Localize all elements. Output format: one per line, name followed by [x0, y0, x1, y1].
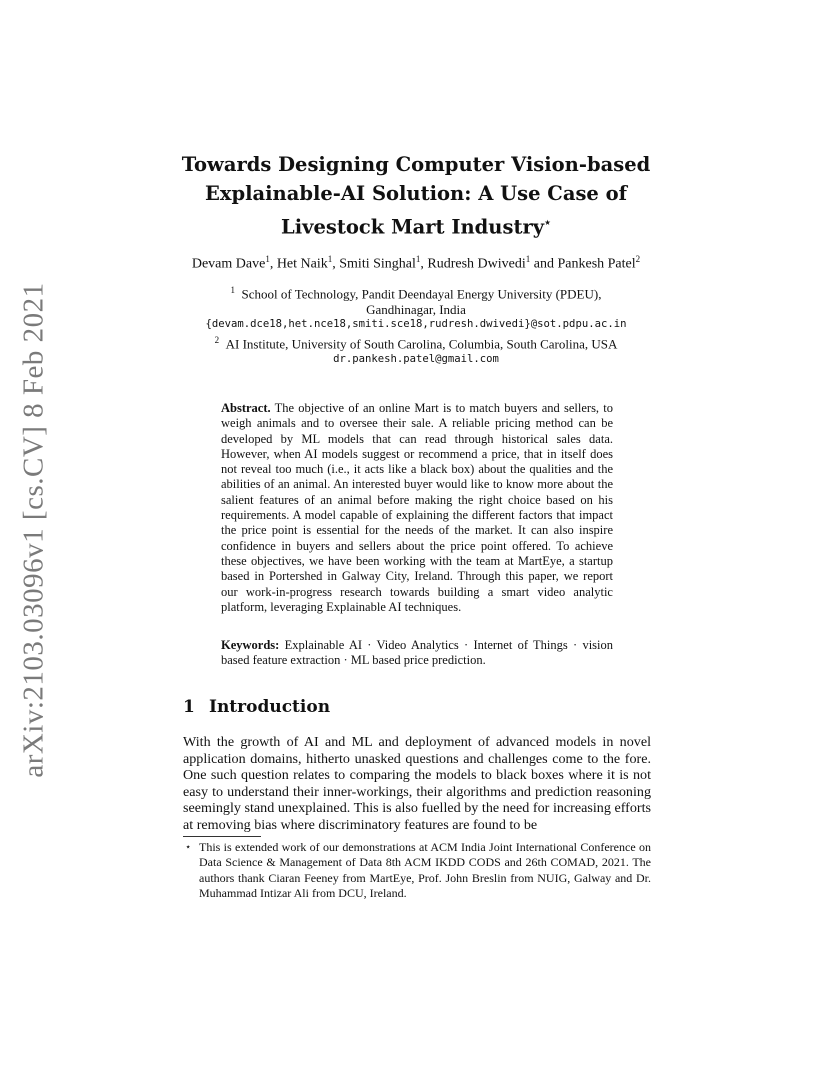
abstract [221, 401, 613, 615]
author-name: Smiti Singhal [339, 256, 416, 272]
keywords-label: Keywords: [221, 638, 280, 652]
title-line: Explainable-AI Solution: A Use Case of [204, 182, 628, 205]
abstract-label: Abstract. [221, 401, 271, 415]
footnote-rule [183, 836, 261, 837]
paper-title [140, 150, 692, 242]
footnote-mark: ⋆ [185, 842, 192, 853]
title-line: Towards Designing Computer Vision-based [181, 153, 651, 176]
author-name: Rudresh Dwivedi [427, 256, 526, 272]
footnote-text: This is extended work of our demonstrations at ACM India Joint International Conference on Data Science & Management of Data 8th ACM IKDD CODS and 26th COMAD, 2021. The authors thank Ciaran Feeney from MartEye, Prof. John Breslin from NUIG, Galway and Dr. Muhammad Intizar Ali from DCU, Ireland. [199, 840, 651, 901]
affiliations [150, 283, 682, 367]
affiliation-2: $^2$ AI Institute, University of South Carolina, Columbia, South Carolina, USA [214, 334, 618, 352]
affiliation-1-email: {devam.dce18,het.nce18,smiti.sce18,rudresh.dwivedi}@sot.pdpu.ac.in [205, 318, 627, 331]
author-list: Devam Dave$^1$, Het Naik$^1$, Smiti Singhal$^1$, Rudresh Dwivedi$^1$ and Pankesh Patel$^2$ [191, 254, 641, 272]
affiliation-1-city: Gandhinagar, India [366, 301, 466, 317]
keywords [221, 638, 613, 669]
introduction-paragraph: With the growth of AI and ML and deployment of advanced models in novel application domains, hitherto unasked questions and challenges come to the fore. One such question relates to comparing the models to black boxes where it is not easy to understand their inner-workings, their algorithms and prediction reasoning seemingly stand unexplained. This is also fuelled by the need for increasing efforts at removing bias where discriminatory features are found to be [183, 734, 651, 833]
author-name: Pankesh Patel [557, 256, 636, 272]
affiliation-1: $^1$ School of Technology, Pandit Deendayal Energy University (PDEU), [230, 285, 602, 302]
arxiv-identifier: arXiv:2103.03096v1 [cs.CV] 8 Feb 2021 [17, 282, 50, 778]
title-footnote-mark: ⋆ [544, 216, 551, 229]
footnote [183, 840, 651, 902]
author-name: Devam Dave [191, 256, 266, 272]
section-title: Introduction [209, 697, 331, 717]
keywords-text: Explainable AI · Video Analytics · Internet of Things · vision based feature extraction · ML based price prediction. [221, 638, 614, 668]
section-number: 1 [183, 697, 195, 717]
affiliation-2-email: dr.pankesh.patel@gmail.com [333, 352, 499, 365]
section-heading [183, 697, 330, 717]
author-name: Het Naik [276, 256, 328, 272]
abstract-text: The objective of an online Mart is to match buyers and sellers, to weigh animals and to oversee their sale. A reliable pricing method can be developed by ML models that can read through historical sales data. However, when AI models suggest or recommend a price, that in itself does not reveal too much (i.e., it acts like a black box) about the qualities and the abilities of an animal. An interested buyer would like to know more about the salient features of an animal before making the right choice based on his requirements. A model capable of explaining the different factors that impact the price point is essential for the needs of the market. It can also inspire confidence in buyers and sellers about the price point offered. To achieve these objectives, we have been working with the team at MartEye, a startup based in Portershed in Galway City, Ireland. Through this paper, we report our work-in-progress research towards building a smart video analytic platform, leveraging Explainable AI techniques. [221, 401, 613, 614]
title-line: Livestock Mart Industry⋆ [281, 215, 551, 239]
